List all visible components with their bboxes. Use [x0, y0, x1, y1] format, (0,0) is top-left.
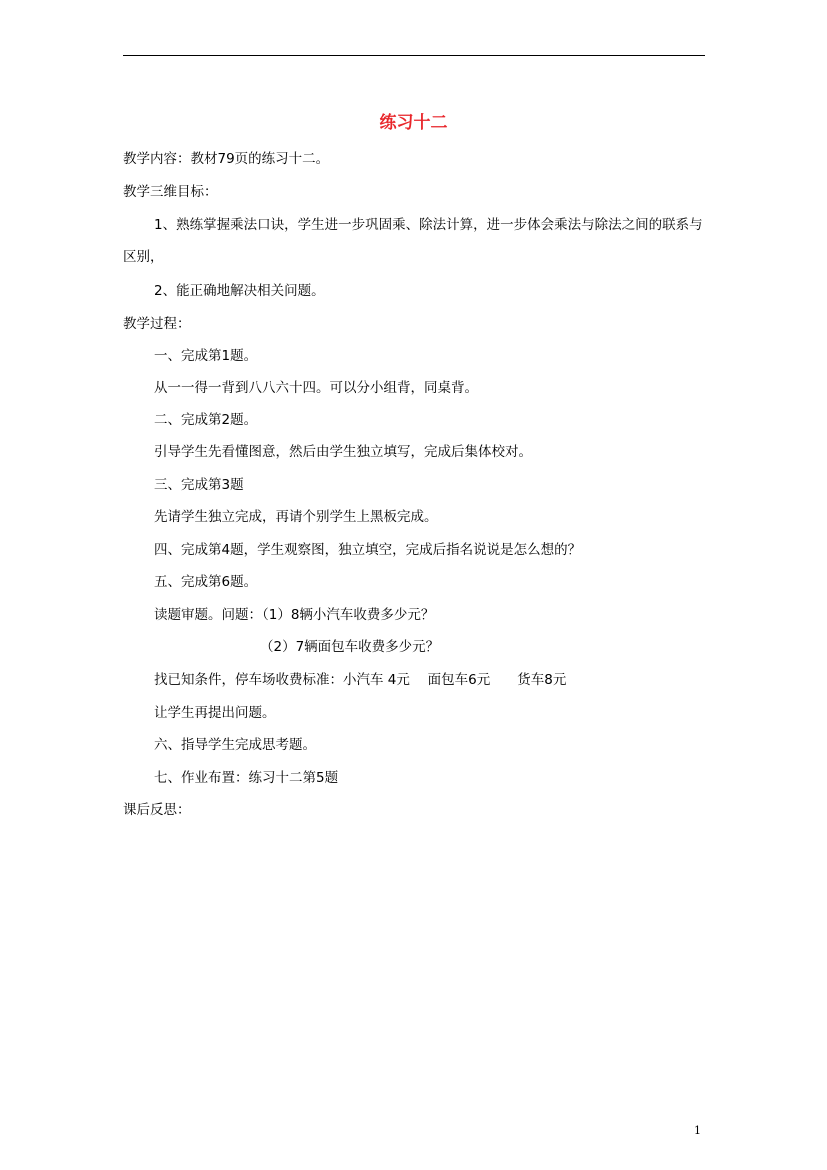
step-7: 七、作业布置：练习十二第5题	[154, 770, 339, 786]
step-2: 二、完成第2题。	[154, 412, 258, 428]
step-1: 一、完成第1题。	[154, 348, 258, 364]
process-heading: 教学过程：	[123, 316, 191, 332]
reflection-heading: 课后反思：	[123, 802, 191, 818]
content-line: 教学内容：教材79页的练习十二。	[123, 151, 330, 167]
step-5-conditions: 找已知条件，停车场收费标准：小汽车 4元 面包车6元 货车8元	[154, 672, 567, 688]
goal-2: 2、能正确地解决相关问题。	[154, 283, 325, 299]
goals-heading: 教学三维目标：	[123, 184, 218, 200]
step-3: 三、完成第3题	[154, 477, 244, 493]
step-5-question-1: 读题审题。问题：（1）8辆小汽车收费多少元？	[154, 607, 435, 623]
header-rule	[123, 55, 705, 56]
step-6: 六、指导学生完成思考题。	[154, 737, 316, 753]
step-1-detail: 从一一得一背到八八六十四。可以分小组背，同桌背。	[154, 380, 478, 396]
step-3-detail: 先请学生独立完成，再请个别学生上黑板完成。	[154, 509, 438, 525]
page-number: 1	[694, 1124, 701, 1137]
step-4: 四、完成第4题，学生观察图，独立填空，完成后指名说说是怎么想的？	[154, 542, 582, 558]
page-title: 练习十二	[379, 113, 448, 133]
step-5-raise: 让学生再提出问题。	[154, 705, 276, 721]
step-5: 五、完成第6题。	[154, 574, 258, 590]
step-5-question-2: （2）7辆面包车收费多少元？	[260, 639, 440, 655]
step-2-detail: 引导学生先看懂图意，然后由学生独立填写，完成后集体校对。	[154, 444, 532, 460]
goal-1: 1、熟练掌握乘法口诀，学生进一步巩固乘、除法计算，进一步体会乘法与除法之间的联系与区别，	[123, 217, 703, 265]
